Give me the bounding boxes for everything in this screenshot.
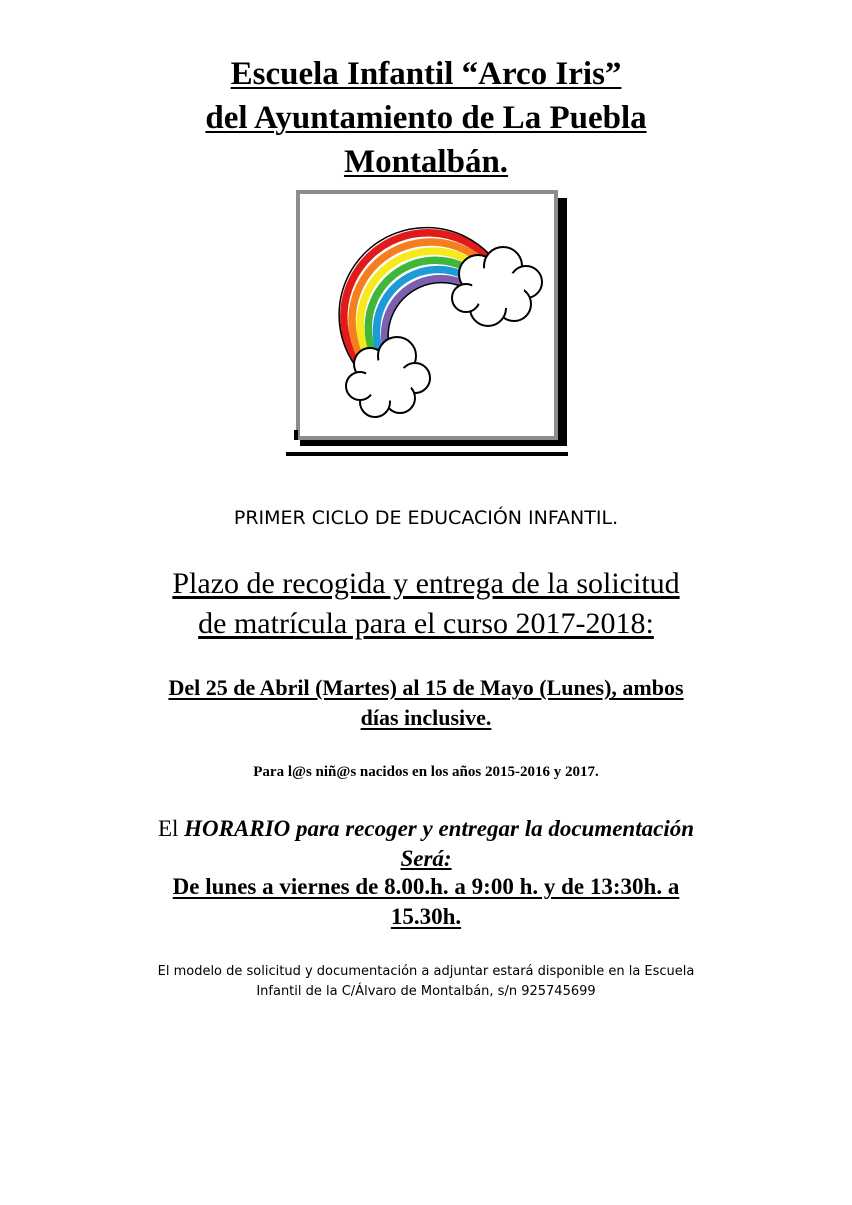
page-title <box>0 52 852 184</box>
date-range <box>110 673 742 733</box>
horario-line-1: De lunes a viernes de 8.00.h. a 9:00 h. y de 13:30h. a <box>172 874 680 899</box>
modelo-line-2: Infantil de la C/Álvaro de Montalbán, s/n 925745699 <box>256 984 596 999</box>
frame-mark <box>294 430 298 440</box>
horario-sera: Será: <box>400 846 452 871</box>
divider-line <box>286 452 568 456</box>
modelo-line-1: El modelo de solicitud y documentación a adjuntar estará disponible en la Escuela <box>157 964 695 979</box>
horario-prefix: El <box>157 816 185 841</box>
plazo-line-1: Plazo de recogida y entrega de la solicitud <box>172 567 680 600</box>
fechas-line-1: Del 25 de Abril (Martes) al 15 de Mayo (Lunes), ambos <box>168 675 684 700</box>
title-line-2: del Ayuntamiento de La Puebla <box>205 100 647 136</box>
frame-shadow-bottom <box>300 440 567 446</box>
horario-line-2: 15.30h. <box>390 904 462 929</box>
availability-note <box>100 962 752 1002</box>
frame-shadow-right <box>558 198 567 446</box>
schedule-hours <box>120 872 732 932</box>
title-line-3: Montalbán. <box>343 144 509 180</box>
schedule-heading <box>0 814 852 874</box>
horario-italic: HORARIO para recoger y entregar la documentación <box>184 816 695 841</box>
eligibility-note: Para l@s niñ@s nacidos en los años 2015-2016 y 2017. <box>253 764 599 780</box>
application-period-heading <box>0 564 852 644</box>
title-line-1: Escuela Infantil “Arco Iris” <box>230 56 622 92</box>
fechas-line-2: días inclusive. <box>360 705 492 730</box>
plazo-line-2: de matrícula para el curso 2017-2018: <box>198 607 654 640</box>
education-cycle-heading: PRIMER CICLO DE EDUCACIÓN INFANTIL. <box>233 507 619 529</box>
rainbow-icon <box>300 194 554 436</box>
